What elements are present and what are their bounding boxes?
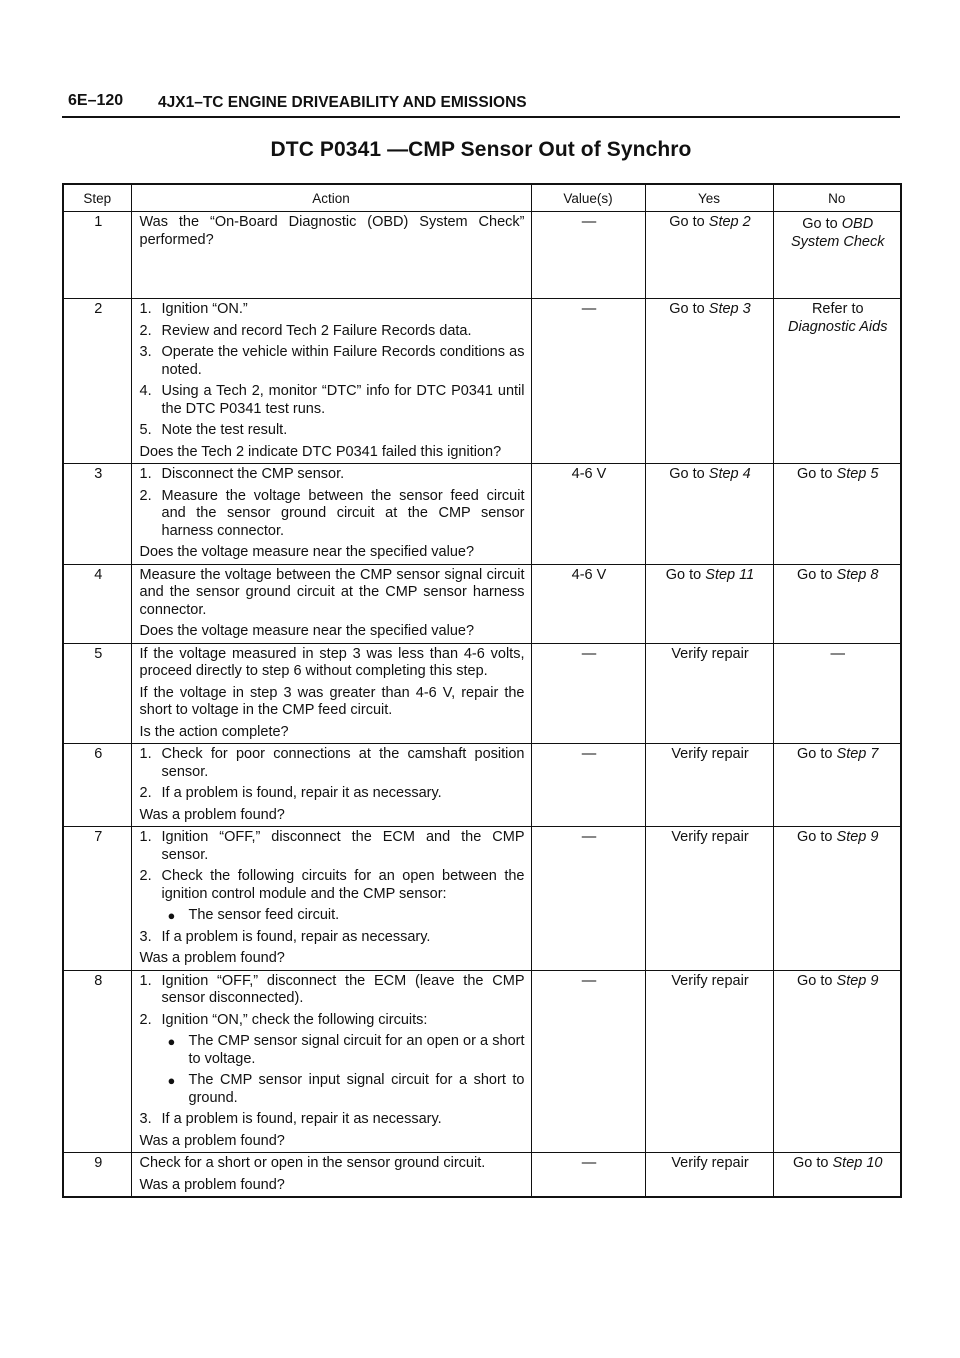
table-row <box>63 643 901 744</box>
list-item: 1. Ignition “OFF,” disconnect the ECM (leave the CMP sensor disconnected). <box>139 972 525 1006</box>
step-value: — <box>531 643 645 744</box>
step-number: 7 <box>63 827 131 971</box>
step-number: 2 <box>63 299 131 464</box>
diagnostic-table <box>62 183 902 1198</box>
yes-ref: Step 4 <box>708 466 751 482</box>
bullet-icon: ● <box>167 908 176 923</box>
step-number: 4 <box>63 564 131 643</box>
action-question: Was a problem found? <box>139 1132 285 1149</box>
bullet-item: ● The sensor feed circuit. <box>162 907 525 925</box>
step-yes: Verify repair <box>645 744 773 827</box>
step-no <box>773 212 901 299</box>
step-no <box>773 564 901 643</box>
action-paragraph: Measure the voltage between the CMP sensor signal circuit and the sensor ground circuit at the CMP sensor harness connector. <box>139 566 525 618</box>
no-ref: Step 9 <box>836 829 879 845</box>
step-number: 1 <box>63 212 131 299</box>
bullet-icon: ● <box>167 1073 176 1088</box>
step-number: 6 <box>63 744 131 827</box>
list-item: 3. If a problem is found, repair as necessary. <box>139 928 431 945</box>
step-yes <box>645 464 773 565</box>
action-question: Is the action complete? <box>139 723 289 740</box>
no-ref: OBD System Check <box>791 216 885 250</box>
step-action <box>131 464 531 565</box>
bullet-item: ● The CMP sensor input signal circuit for a short to ground. <box>162 1072 525 1107</box>
yes-prefix: Go to <box>669 466 705 482</box>
action-paragraph: Check for a short or open in the sensor ground circuit. <box>139 1155 486 1171</box>
no-prefix: Refer to <box>811 301 864 317</box>
no-ref: Step 7 <box>836 746 879 762</box>
step-number: 3 <box>63 464 131 565</box>
list-item: 2. Review and record Tech 2 Failure Records data. <box>139 322 472 339</box>
yes-ref: Step 3 <box>708 301 751 317</box>
no-prefix: Go to <box>797 829 833 845</box>
step-no <box>773 299 901 464</box>
step-value: — <box>531 827 645 971</box>
col-step-header: Step <box>63 184 131 212</box>
yes-prefix: Go to <box>665 566 702 583</box>
yes-ref: Step 11 <box>705 566 755 583</box>
list-item: 1. Check for poor connections at the camshaft position sensor. <box>139 746 525 780</box>
table-row <box>63 212 901 299</box>
step-number: 8 <box>63 970 131 1153</box>
list-item: 1. Ignition “OFF,” disconnect the ECM and the CMP sensor. <box>139 829 525 863</box>
step-value: — <box>531 970 645 1153</box>
step-action <box>131 564 531 643</box>
no-prefix: Go to <box>797 466 833 482</box>
step-action <box>131 970 531 1153</box>
no-ref: Diagnostic Aids <box>788 318 888 335</box>
step-no <box>773 744 901 827</box>
dtc-title: DTC P0341 —CMP Sensor Out of Synchro <box>270 138 692 161</box>
step-value: 4-6 V <box>531 464 645 565</box>
bullet-icon: ● <box>167 1034 176 1049</box>
no-ref: Step 10 <box>832 1155 883 1171</box>
bullet-item: ● The CMP sensor signal circuit for an open or a short to voltage. <box>162 1033 525 1068</box>
action-question: Does the voltage measure near the specified value? <box>139 623 475 639</box>
step-no <box>773 970 901 1153</box>
action-question: Was a problem found? <box>139 950 285 966</box>
no-prefix: Go to <box>797 972 833 989</box>
table-row <box>63 744 901 827</box>
step-no: — <box>773 643 901 744</box>
table-row <box>63 827 901 971</box>
no-prefix: Go to <box>793 1155 829 1171</box>
list-item: 5. Note the test result. <box>139 422 288 438</box>
col-yes-header: Yes <box>645 184 773 212</box>
action-question: Does the Tech 2 indicate DTC P0341 failed this ignition? <box>139 443 502 460</box>
step-value: — <box>531 744 645 827</box>
yes-prefix: Go to <box>669 301 705 317</box>
step-no <box>773 1153 901 1198</box>
step-yes <box>645 212 773 299</box>
action-question: Does the voltage measure near the specified value? <box>139 544 475 560</box>
step-value: — <box>531 299 645 464</box>
step-action <box>131 827 531 971</box>
no-ref: Step 8 <box>836 566 879 583</box>
step-no <box>773 827 901 971</box>
list-item: 4. Using a Tech 2, monitor “DTC” info for DTC P0341 until the DTC P0341 test runs. <box>139 383 525 417</box>
step-action <box>131 212 531 299</box>
step-no <box>773 464 901 565</box>
step-yes: Verify repair <box>645 643 773 744</box>
action-question: Was a problem found? <box>139 1176 285 1193</box>
step-yes: Verify repair <box>645 1153 773 1198</box>
table-row <box>63 1153 901 1198</box>
col-action-header: Action <box>131 184 531 212</box>
no-prefix: Go to <box>797 566 833 583</box>
page-header <box>62 88 900 118</box>
col-values-header: Value(s) <box>531 184 645 212</box>
table-header-row <box>63 184 901 212</box>
step-action <box>131 299 531 464</box>
step-value: 4-6 V <box>531 564 645 643</box>
table-row <box>63 564 901 643</box>
section-title: 4JX1–TC ENGINE DRIVEABILITY AND EMISSIONS <box>158 94 527 111</box>
list-item: 1. Ignition “ON.” <box>139 301 248 317</box>
no-ref: Step 5 <box>836 466 879 482</box>
step-action <box>131 744 531 827</box>
list-item: 3. Operate the vehicle within Failure Records conditions as noted. <box>139 344 525 378</box>
step-value: — <box>531 212 645 299</box>
list-item: 2. Measure the voltage between the sensor feed circuit and the sensor ground circuit at the CMP sensor harness connector. <box>139 487 525 539</box>
action-question: Was the “On-Board Diagnostic (OBD) System Check” performed? <box>139 214 525 248</box>
col-no-header: No <box>773 184 901 212</box>
table-row <box>63 970 901 1153</box>
step-yes: Verify repair <box>645 970 773 1153</box>
no-ref: Step 9 <box>836 972 879 989</box>
step-yes: Verify repair <box>645 827 773 971</box>
list-item: 2. If a problem is found, repair it as necessary. <box>139 785 442 801</box>
step-yes <box>645 299 773 464</box>
list-item: 2. Check the following circuits for an open between the ignition control module and the CMP sensor: <box>139 868 525 902</box>
no-prefix: Go to <box>802 216 838 232</box>
action-paragraph: If the voltage in step 3 was greater than 4-6 V, repair the short to voltage in the CMP feed circuit. <box>139 684 525 718</box>
yes-prefix: Go to <box>669 214 705 230</box>
step-number: 5 <box>63 643 131 744</box>
list-item: 1. Disconnect the CMP sensor. <box>139 466 345 482</box>
step-number: 9 <box>63 1153 131 1198</box>
page-number: 6E–120 <box>68 92 124 109</box>
list-item: 3. If a problem is found, repair it as necessary. <box>139 1111 442 1127</box>
list-item: 2. Ignition “ON,” check the following circuits: <box>139 1011 428 1028</box>
yes-ref: Step 2 <box>708 214 751 230</box>
action-question: Was a problem found? <box>139 806 285 823</box>
step-action <box>131 1153 531 1198</box>
action-paragraph: If the voltage measured in step 3 was less than 4-6 volts, proceed directly to step 6 without completing this step. <box>139 645 525 679</box>
step-yes <box>645 564 773 643</box>
step-value: — <box>531 1153 645 1198</box>
table-row <box>63 464 901 565</box>
step-action <box>131 643 531 744</box>
table-row <box>63 299 901 464</box>
no-prefix: Go to <box>797 746 833 762</box>
